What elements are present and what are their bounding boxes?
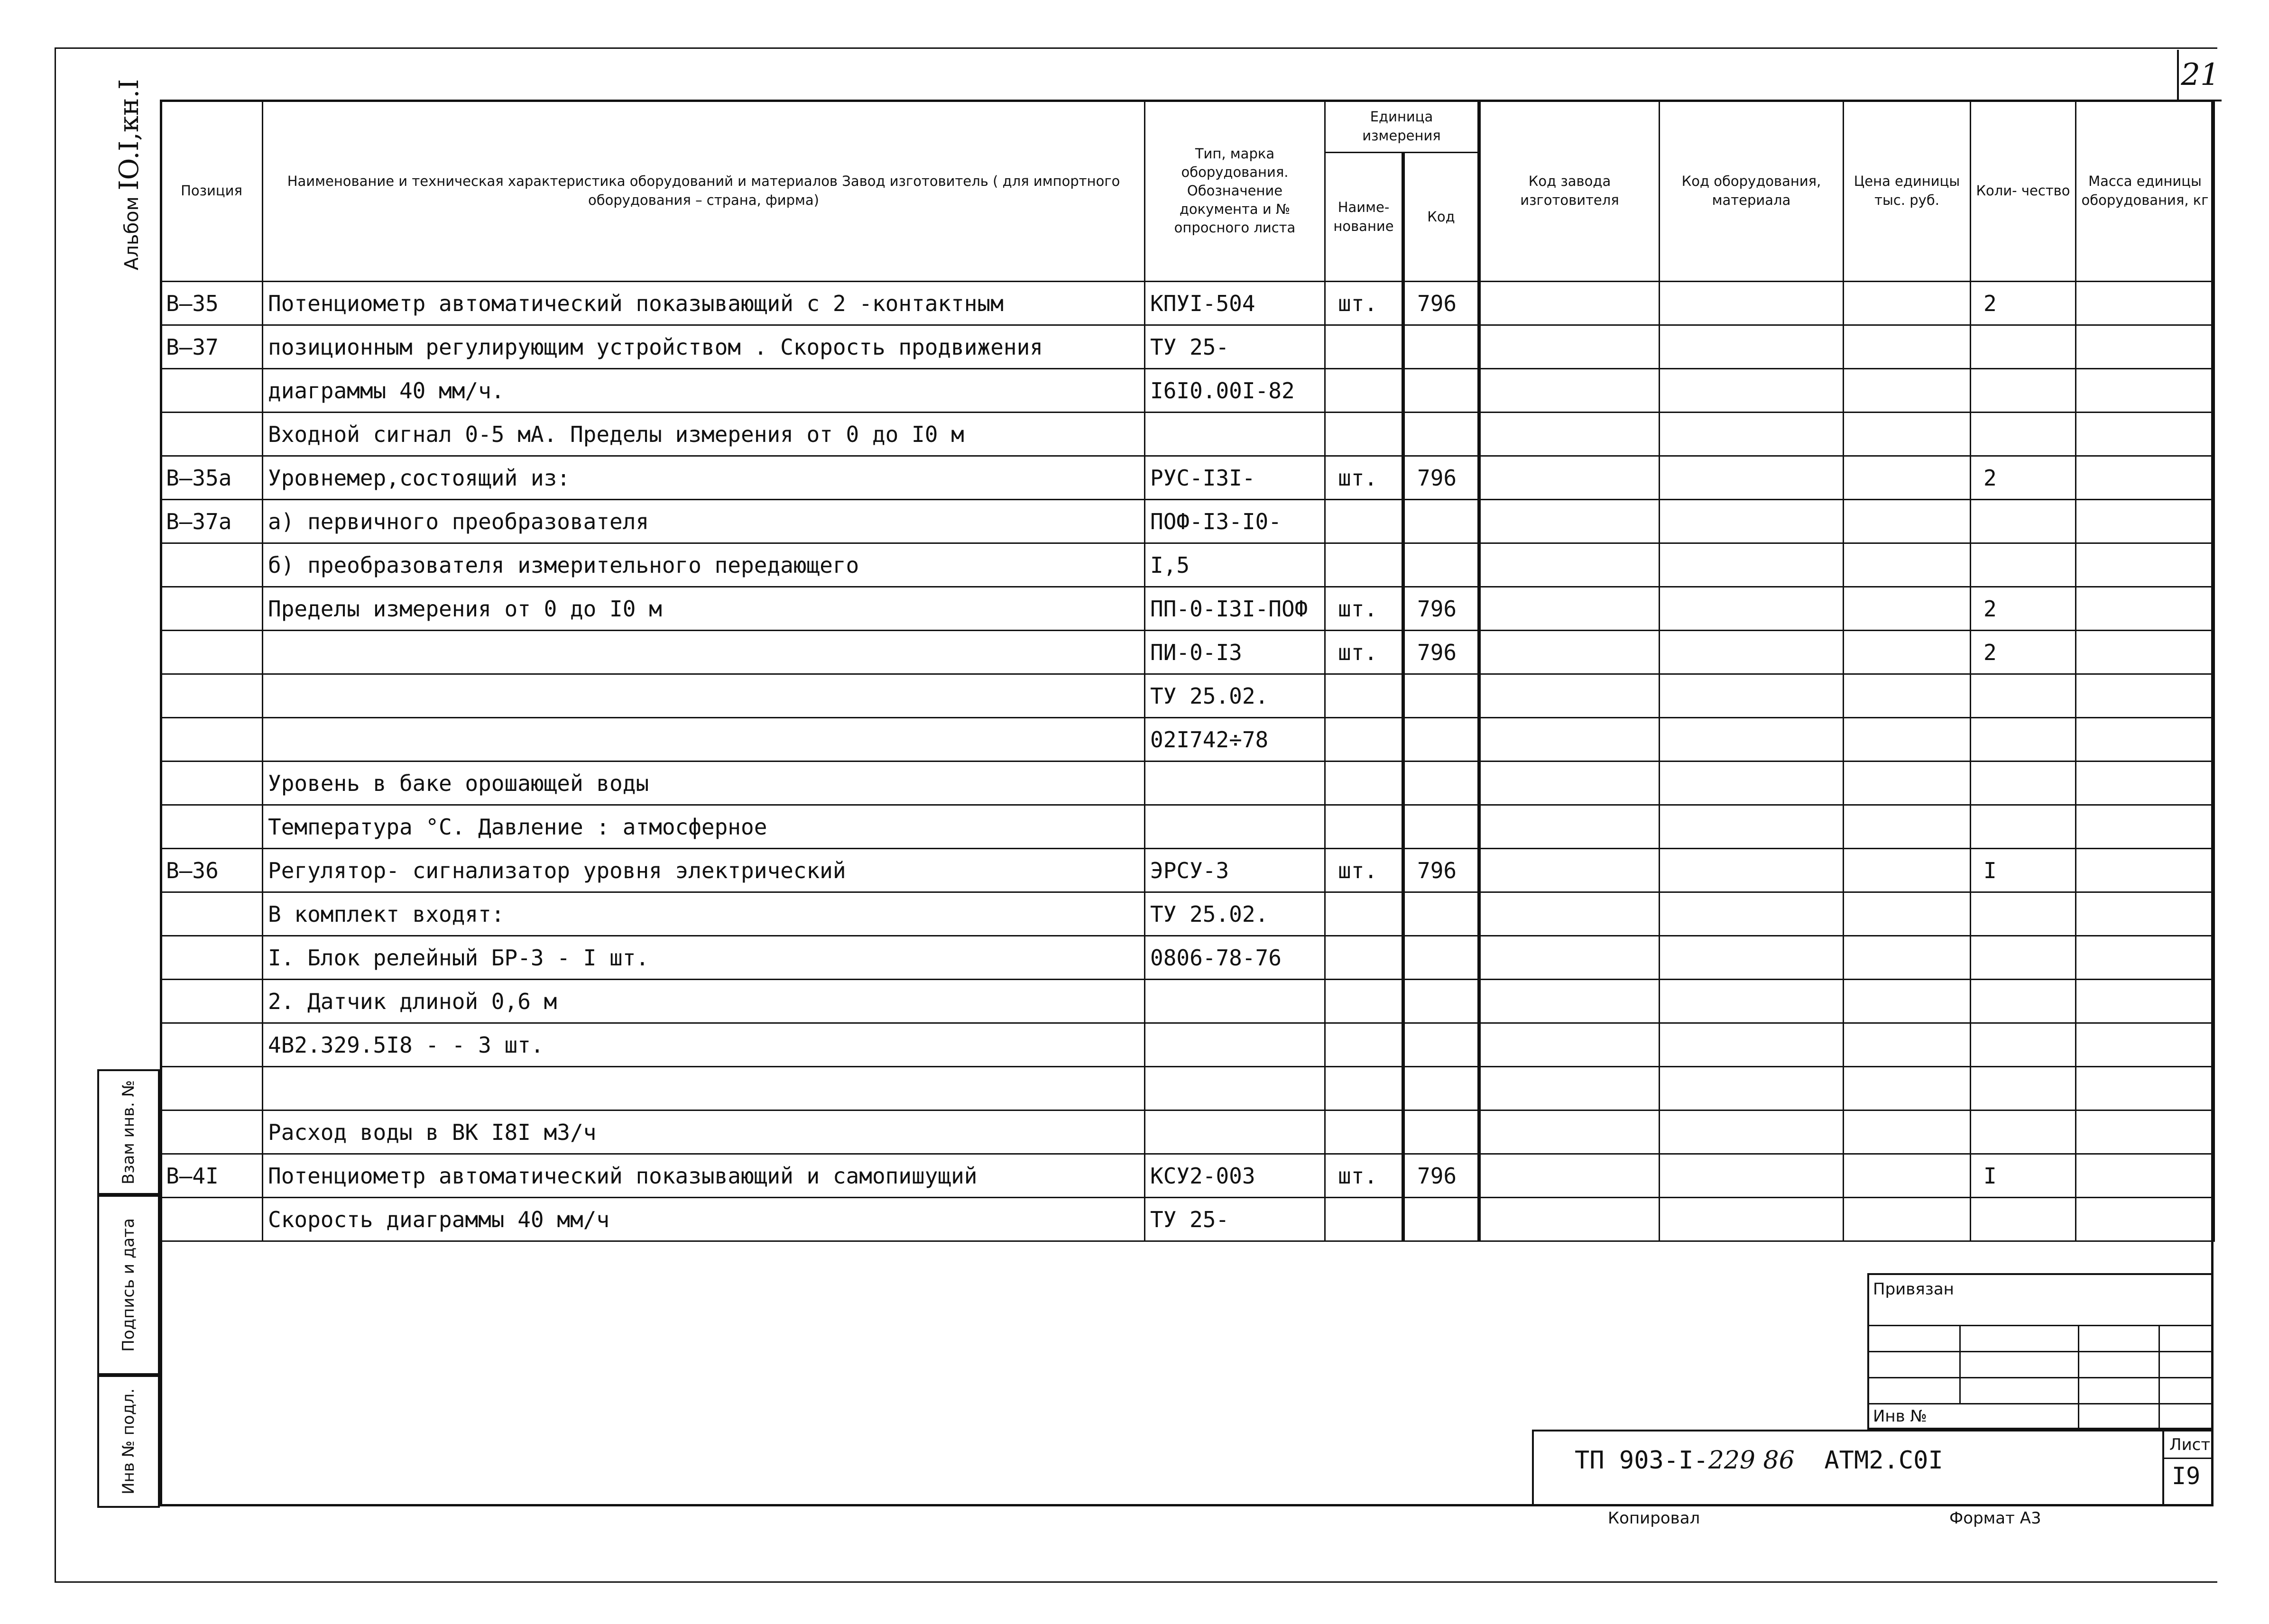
cell-empty: [1479, 980, 1660, 1023]
cell-pos: [161, 369, 263, 413]
cell-empty: [2076, 500, 2214, 543]
cell-empty: [1479, 456, 1660, 500]
cell-empty: [2076, 936, 2214, 980]
cell-pos: В–37: [161, 325, 263, 369]
table-row: [161, 1023, 2214, 1067]
cell-name: Температура °С. Давление : атмосферное: [263, 805, 1145, 849]
cell-empty: [1844, 1023, 1971, 1067]
bound-stamp-vline: [2078, 1325, 2079, 1430]
side-stamp-signature: [97, 1195, 160, 1375]
cell-empty: [1660, 980, 1844, 1023]
cell-unit: [1325, 1110, 1403, 1154]
cell-name: а) первичного преобразователя: [263, 500, 1145, 543]
table-row: [161, 1154, 2214, 1198]
cell-code: 796: [1403, 849, 1479, 892]
cell-code: [1403, 980, 1479, 1023]
cell-empty: [1479, 325, 1660, 369]
cell-empty: [1660, 718, 1844, 762]
cell-qty: [1971, 325, 2076, 369]
cell-empty: [1660, 892, 1844, 936]
cell-unit: [1325, 413, 1403, 456]
cell-name: Скорость диаграммы 40 мм/ч: [263, 1198, 1145, 1241]
table-row: [161, 1198, 2214, 1241]
cell-name: Потенциометр автоматический показывающий с 2 -контактным: [263, 282, 1145, 325]
cell-code: [1403, 1023, 1479, 1067]
cell-unit: [1325, 936, 1403, 980]
cell-empty: [1660, 805, 1844, 849]
table-row: [161, 892, 2214, 936]
bound-stamp-line: [1869, 1377, 2214, 1378]
cell-empty: [2076, 587, 2214, 631]
cell-name: Регулятор- сигнализатор уровня электрический: [263, 849, 1145, 892]
cell-empty: [1660, 500, 1844, 543]
cell-empty: [1660, 849, 1844, 892]
cell-empty: [2076, 1198, 2214, 1241]
cell-empty: [2076, 980, 2214, 1023]
cell-unit: шт.: [1325, 587, 1403, 631]
cell-empty: [2076, 631, 2214, 674]
cell-name: Входной сигнал 0-5 мА. Пределы измерения от 0 до I0 м: [263, 413, 1145, 456]
cell-qty: [1971, 674, 2076, 718]
cell-unit: [1325, 674, 1403, 718]
cell-name: диаграммы 40 мм/ч.: [263, 369, 1145, 413]
cell-qty: [1971, 1110, 2076, 1154]
header-unit-code: Код: [1403, 153, 1479, 282]
album-label-text: Альбом: [121, 196, 143, 270]
cell-type: ТУ 25-: [1145, 325, 1325, 369]
cell-empty: [1844, 369, 1971, 413]
bound-stamp-line: [1869, 1325, 2214, 1326]
cell-empty: [1660, 282, 1844, 325]
cell-empty: [1844, 587, 1971, 631]
album-label: [114, 79, 145, 270]
cell-empty: [1479, 413, 1660, 456]
doc-code-handwritten: 229 86: [1708, 1446, 1795, 1475]
cell-type: ТУ 25.02.: [1145, 674, 1325, 718]
header-name: Наименование и техническая характеристика оборудований и материалов Завод изготовитель ( для импортного оборудования – страна, фирма): [263, 101, 1145, 282]
cell-type: I6I0.00I-82: [1145, 369, 1325, 413]
bottom-rule: [55, 1581, 2217, 1583]
table-row: [161, 674, 2214, 718]
header-mass: Масса единицы оборудования, кг: [2076, 101, 2214, 282]
cell-pos: В–37а: [161, 500, 263, 543]
cell-name: Потенциометр автоматический показывающий и самопишущий: [263, 1154, 1145, 1198]
cell-name: 2. Датчик длиной 0,6 м: [263, 980, 1145, 1023]
sheet-label: Лист: [2169, 1435, 2211, 1454]
cell-qty: [1971, 718, 2076, 762]
cell-code: [1403, 1198, 1479, 1241]
copied-label: Копировал: [1608, 1509, 1700, 1528]
cell-empty: [1479, 805, 1660, 849]
cell-name: [263, 1067, 1145, 1110]
cell-unit: [1325, 500, 1403, 543]
cell-empty: [1844, 282, 1971, 325]
table-row: [161, 718, 2214, 762]
cell-empty: [1660, 543, 1844, 587]
cell-unit: [1325, 762, 1403, 805]
table-row: [161, 543, 2214, 587]
cell-empty: [1844, 674, 1971, 718]
cell-empty: [1844, 456, 1971, 500]
cell-name: 4В2.329.5I8 - - 3 шт.: [263, 1023, 1145, 1067]
cell-empty: [1844, 805, 1971, 849]
cell-empty: [1660, 587, 1844, 631]
table-row: [161, 456, 2214, 500]
cell-empty: [1844, 413, 1971, 456]
table-row: [161, 587, 2214, 631]
bound-stamp-line: [1869, 1403, 2214, 1404]
cell-empty: [2076, 413, 2214, 456]
cell-type: [1145, 1023, 1325, 1067]
cell-name: Пределы измерения от 0 до I0 м: [263, 587, 1145, 631]
header-type: Тип, марка оборудования. Обозначение документа и № опросного листа: [1145, 101, 1325, 282]
bound-stamp: [1867, 1273, 2214, 1430]
doc-code-suffix: АТМ2.С0I: [1824, 1446, 1943, 1475]
cell-qty: [1971, 500, 2076, 543]
header-unit-group: Единица измерения: [1325, 101, 1479, 153]
cell-empty: [1660, 631, 1844, 674]
cell-empty: [1479, 369, 1660, 413]
cell-empty: [1479, 674, 1660, 718]
cell-name: б) преобразователя измерительного передающего: [263, 543, 1145, 587]
cell-empty: [1844, 325, 1971, 369]
cell-empty: [1660, 674, 1844, 718]
cell-unit: [1325, 718, 1403, 762]
table-filler-row: [161, 1241, 2214, 1242]
cell-pos: [161, 936, 263, 980]
cell-name: I. Блок релейный БР-3 - I шт.: [263, 936, 1145, 980]
specification-table: [160, 100, 2215, 1242]
cell-empty: [1479, 762, 1660, 805]
header-qty: Коли- чество: [1971, 101, 2076, 282]
cell-qty: [1971, 936, 2076, 980]
cell-qty: [1971, 1198, 2076, 1241]
cell-pos: [161, 805, 263, 849]
cell-empty: [1479, 718, 1660, 762]
cell-type: 0806-78-76: [1145, 936, 1325, 980]
cell-empty: [1660, 936, 1844, 980]
table-row: [161, 980, 2214, 1023]
cell-code: [1403, 718, 1479, 762]
cell-empty: [1660, 1110, 1844, 1154]
cell-empty: [2076, 805, 2214, 849]
cell-unit: шт.: [1325, 1154, 1403, 1198]
cell-empty: [1844, 762, 1971, 805]
cell-type: [1145, 980, 1325, 1023]
side-stamp-label: Взам инв. №: [119, 1080, 138, 1184]
cell-unit: [1325, 1198, 1403, 1241]
cell-code: [1403, 674, 1479, 718]
cell-type: ПП-0-I3I-ПОФ: [1145, 587, 1325, 631]
cell-code: 796: [1403, 1154, 1479, 1198]
cell-empty: [2076, 1154, 2214, 1198]
cell-type: ПОФ-I3-I0-: [1145, 500, 1325, 543]
cell-pos: В–35: [161, 282, 263, 325]
cell-code: 796: [1403, 282, 1479, 325]
table-row: [161, 762, 2214, 805]
cell-empty: [1479, 543, 1660, 587]
cell-type: КСУ2-003: [1145, 1154, 1325, 1198]
cell-qty: 2: [1971, 282, 2076, 325]
table-row: [161, 1110, 2214, 1154]
cell-code: [1403, 805, 1479, 849]
table-row: [161, 282, 2214, 325]
cell-empty: [1660, 762, 1844, 805]
cell-code: 796: [1403, 456, 1479, 500]
cell-pos: [161, 1067, 263, 1110]
table-row: [161, 369, 2214, 413]
cell-type: [1145, 1110, 1325, 1154]
cell-qty: [1971, 762, 2076, 805]
cell-empty: [1660, 1023, 1844, 1067]
header-equip-code: Код оборудования, материала: [1660, 101, 1844, 282]
cell-empty: [1479, 1023, 1660, 1067]
cell-empty: [1660, 369, 1844, 413]
cell-name: Уровень в баке орошающей воды: [263, 762, 1145, 805]
cell-empty: [1660, 325, 1844, 369]
page-number: 21: [2177, 50, 2222, 101]
cell-qty: 2: [1971, 587, 2076, 631]
cell-pos: [161, 1110, 263, 1154]
album-number: IO.I,кн.I: [114, 79, 145, 191]
cell-unit: [1325, 325, 1403, 369]
cell-qty: I: [1971, 849, 2076, 892]
cell-empty: [2076, 1110, 2214, 1154]
cell-empty: [1479, 849, 1660, 892]
cell-empty: [1844, 1110, 1971, 1154]
table-row: [161, 849, 2214, 892]
cell-qty: [1971, 1067, 2076, 1110]
cell-pos: [161, 543, 263, 587]
cell-empty: [1479, 892, 1660, 936]
cell-empty: [2076, 543, 2214, 587]
cell-code: [1403, 762, 1479, 805]
cell-empty: [2076, 369, 2214, 413]
side-stamp-inv-original: [97, 1375, 160, 1508]
cell-empty: [1479, 631, 1660, 674]
cell-qty: [1971, 543, 2076, 587]
cell-empty: [1844, 980, 1971, 1023]
cell-type: [1145, 413, 1325, 456]
cell-empty: [1844, 849, 1971, 892]
table-row: [161, 805, 2214, 849]
cell-empty: [1844, 1154, 1971, 1198]
cell-pos: [161, 980, 263, 1023]
cell-qty: [1971, 1023, 2076, 1067]
table-row: [161, 413, 2214, 456]
cell-code: 796: [1403, 631, 1479, 674]
header-position: Позиция: [161, 101, 263, 282]
inv-label: Инв №: [1873, 1407, 1927, 1426]
cell-type: КПУI-504: [1145, 282, 1325, 325]
cell-empty: [1844, 718, 1971, 762]
bound-stamp-vline: [2158, 1325, 2160, 1430]
cell-pos: В–4I: [161, 1154, 263, 1198]
cell-unit: шт.: [1325, 282, 1403, 325]
cell-empty: [2076, 849, 2214, 892]
cell-empty: [1479, 500, 1660, 543]
cell-code: [1403, 413, 1479, 456]
cell-qty: [1971, 369, 2076, 413]
document-code: [1575, 1446, 1943, 1475]
table-row: [161, 631, 2214, 674]
cell-code: [1403, 1067, 1479, 1110]
cell-qty: 2: [1971, 631, 2076, 674]
cell-qty: I: [1971, 1154, 2076, 1198]
cell-code: [1403, 369, 1479, 413]
table-row: [161, 500, 2214, 543]
cell-type: РУС-I3I-: [1145, 456, 1325, 500]
cell-type: ТУ 25-: [1145, 1198, 1325, 1241]
cell-qty: [1971, 980, 2076, 1023]
cell-code: [1403, 892, 1479, 936]
cell-empty: [1660, 1154, 1844, 1198]
table-row: [161, 936, 2214, 980]
cell-code: [1403, 1110, 1479, 1154]
cell-type: I,5: [1145, 543, 1325, 587]
cell-type: [1145, 1067, 1325, 1110]
cell-pos: [161, 674, 263, 718]
cell-unit: [1325, 980, 1403, 1023]
header-plant-code: Код завода изготовителя: [1479, 101, 1660, 282]
cell-empty: [1479, 1198, 1660, 1241]
cell-type: [1145, 805, 1325, 849]
cell-pos: В–35а: [161, 456, 263, 500]
cell-code: 796: [1403, 587, 1479, 631]
sheet-value: I9: [2172, 1462, 2201, 1490]
cell-unit: [1325, 1067, 1403, 1110]
cell-type: [1145, 762, 1325, 805]
header-unit-name: Наиме- нование: [1325, 153, 1403, 282]
cell-empty: [1844, 892, 1971, 936]
cell-name: [263, 718, 1145, 762]
cell-type: ПИ-0-I3: [1145, 631, 1325, 674]
cell-unit: шт.: [1325, 456, 1403, 500]
cell-empty: [1479, 1154, 1660, 1198]
cell-empty: [1844, 1198, 1971, 1241]
doc-code-prefix: ТП 903-I-: [1575, 1446, 1708, 1475]
cell-name: В комплект входят:: [263, 892, 1145, 936]
cell-empty: [1479, 282, 1660, 325]
cell-name: Расход воды в ВК I8I м3/ч: [263, 1110, 1145, 1154]
cell-unit: [1325, 892, 1403, 936]
cell-type: 02I742÷78: [1145, 718, 1325, 762]
cell-pos: [161, 718, 263, 762]
cell-empty: [1844, 631, 1971, 674]
cell-pos: [161, 631, 263, 674]
cell-pos: [161, 1198, 263, 1241]
left-rule: [55, 47, 56, 1581]
cell-code: [1403, 325, 1479, 369]
cell-unit: шт.: [1325, 631, 1403, 674]
cell-qty: [1971, 413, 2076, 456]
cell-empty: [2076, 325, 2214, 369]
cell-type: ТУ 25.02.: [1145, 892, 1325, 936]
cell-unit: [1325, 369, 1403, 413]
cell-empty: [1660, 413, 1844, 456]
cell-code: [1403, 543, 1479, 587]
cell-pos: [161, 892, 263, 936]
cell-pos: В–36: [161, 849, 263, 892]
title-block-line: [2162, 1458, 2214, 1459]
cell-empty: [1660, 1067, 1844, 1110]
cell-type: ЭРСУ-3: [1145, 849, 1325, 892]
cell-qty: [1971, 892, 2076, 936]
cell-empty: [1479, 1110, 1660, 1154]
bound-stamp-line: [1869, 1351, 2214, 1352]
side-stamp-label: Инв № подл.: [119, 1388, 138, 1495]
top-rule: [55, 47, 2217, 49]
table-row: [161, 325, 2214, 369]
cell-empty: [2076, 1023, 2214, 1067]
cell-unit: [1325, 543, 1403, 587]
format-label: Формат А3: [1949, 1509, 2041, 1528]
cell-empty: [1844, 543, 1971, 587]
cell-name: [263, 631, 1145, 674]
cell-pos: [161, 587, 263, 631]
bound-stamp-vline: [1959, 1325, 1961, 1403]
cell-qty: [1971, 805, 2076, 849]
cell-empty: [1479, 1067, 1660, 1110]
cell-unit: [1325, 805, 1403, 849]
cell-qty: 2: [1971, 456, 2076, 500]
cell-empty: [1660, 456, 1844, 500]
cell-pos: [161, 413, 263, 456]
header-price: Цена единицы тыс. руб.: [1844, 101, 1971, 282]
bound-label: Привязан: [1873, 1280, 1954, 1299]
cell-pos: [161, 762, 263, 805]
cell-code: [1403, 500, 1479, 543]
cell-empty: [2076, 892, 2214, 936]
cell-empty: [2076, 456, 2214, 500]
cell-name: позиционным регулирующим устройством . Скорость продвижения: [263, 325, 1145, 369]
cell-empty: [1844, 936, 1971, 980]
cell-empty: [2076, 282, 2214, 325]
cell-empty: [1479, 587, 1660, 631]
cell-empty: [1844, 1067, 1971, 1110]
cell-code: [1403, 936, 1479, 980]
cell-name: Уровнемер,состоящий из:: [263, 456, 1145, 500]
cell-name: [263, 674, 1145, 718]
cell-unit: шт.: [1325, 849, 1403, 892]
table-row: [161, 1067, 2214, 1110]
title-block-vline: [2162, 1431, 2164, 1506]
cell-empty: [1660, 1198, 1844, 1241]
cell-empty: [2076, 1067, 2214, 1110]
cell-empty: [1479, 936, 1660, 980]
cell-empty: [1844, 500, 1971, 543]
side-stamp-label: Подпись и дата: [119, 1218, 138, 1352]
cell-unit: [1325, 1023, 1403, 1067]
cell-pos: [161, 1023, 263, 1067]
cell-empty: [2076, 674, 2214, 718]
cell-empty: [2076, 762, 2214, 805]
cell-empty: [2076, 718, 2214, 762]
side-stamp-replace-inv: [97, 1069, 160, 1195]
